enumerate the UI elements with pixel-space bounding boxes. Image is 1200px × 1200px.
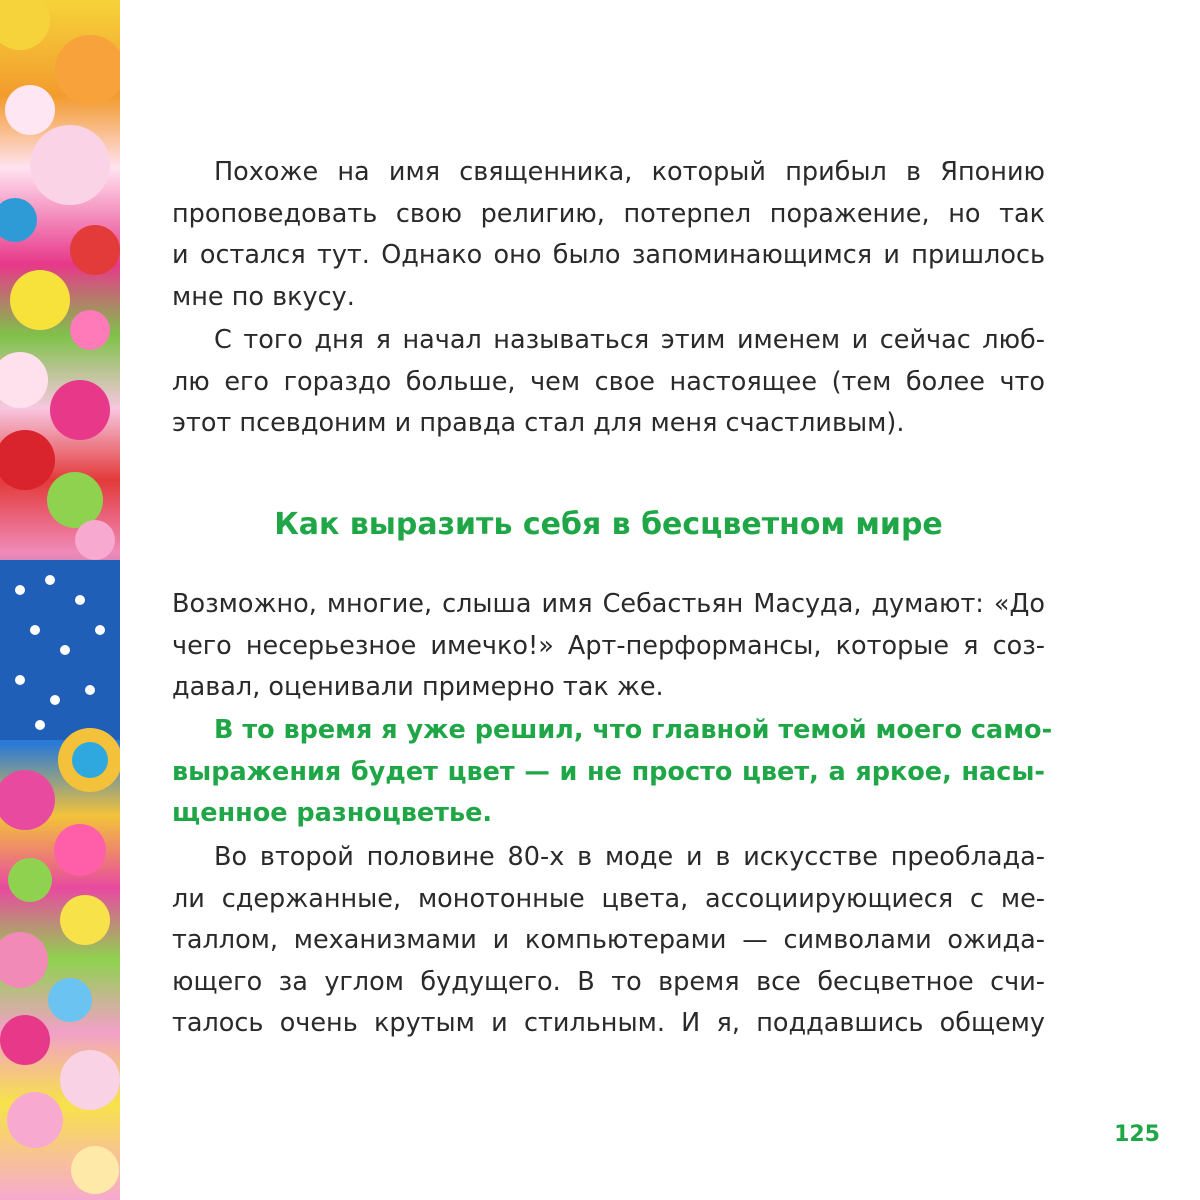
section-heading: Как выразить себя в бесцветном мире [274,507,943,542]
text-line: щенное разноцветье. [172,798,493,828]
page-number: 125 [1114,1122,1160,1147]
paragraph-1 [172,152,1045,318]
text-line: Возможно, многие, слыша имя Себастьян Масуда, думают: «До [172,589,1045,619]
text-line: Во второй половине 80-х в моде и в искусстве преоблада- [214,842,1045,872]
text-line: лю его гораздо больше, чем свое настоящее (тем более что [172,366,1045,397]
text-line: Похоже на имя священника, который прибыл в Японию [214,157,1045,187]
text-line: этот псевдоним и правда стал для меня счастливым). [172,408,905,438]
text-line: ли сдержанные, монотонные цвета, ассоциирующиеся с ме- [172,883,1045,914]
text-line: С того дня я начал называться этим именем и сейчас люб- [214,325,1045,355]
paragraph-5 [172,837,1045,1045]
text-line: ющего за углом будущего. В то время все бесцветное счи- [172,966,1045,997]
candy-decoration-image [0,0,120,1200]
text-line: проповедовать свою религию, потерпел поражение, но так [172,198,1045,229]
text-line: В то время я уже решил, что главной темой моего само- [214,715,1053,745]
paragraph-3 [172,584,1045,709]
text-line: давал, оценивали примерно так же. [172,672,664,702]
text-line: таллом, механизмами и компьютерами — символами ожида- [172,925,1045,955]
paragraph-2 [172,320,1045,445]
highlighted-paragraph [172,710,1053,835]
text-line: талось очень крутым и стильным. И я, поддавшись общему [172,1008,1045,1038]
text-line: выражения будет цвет — и не просто цвет, а яркое, насы- [172,756,1045,787]
text-line: и остался тут. Однако оно было запоминающимся и пришлось [172,240,1045,270]
text-line: мне по вкусу. [172,281,355,312]
text-line: чего несерьезное имечко!» Арт-перформансы, которые я соз- [172,630,1045,661]
